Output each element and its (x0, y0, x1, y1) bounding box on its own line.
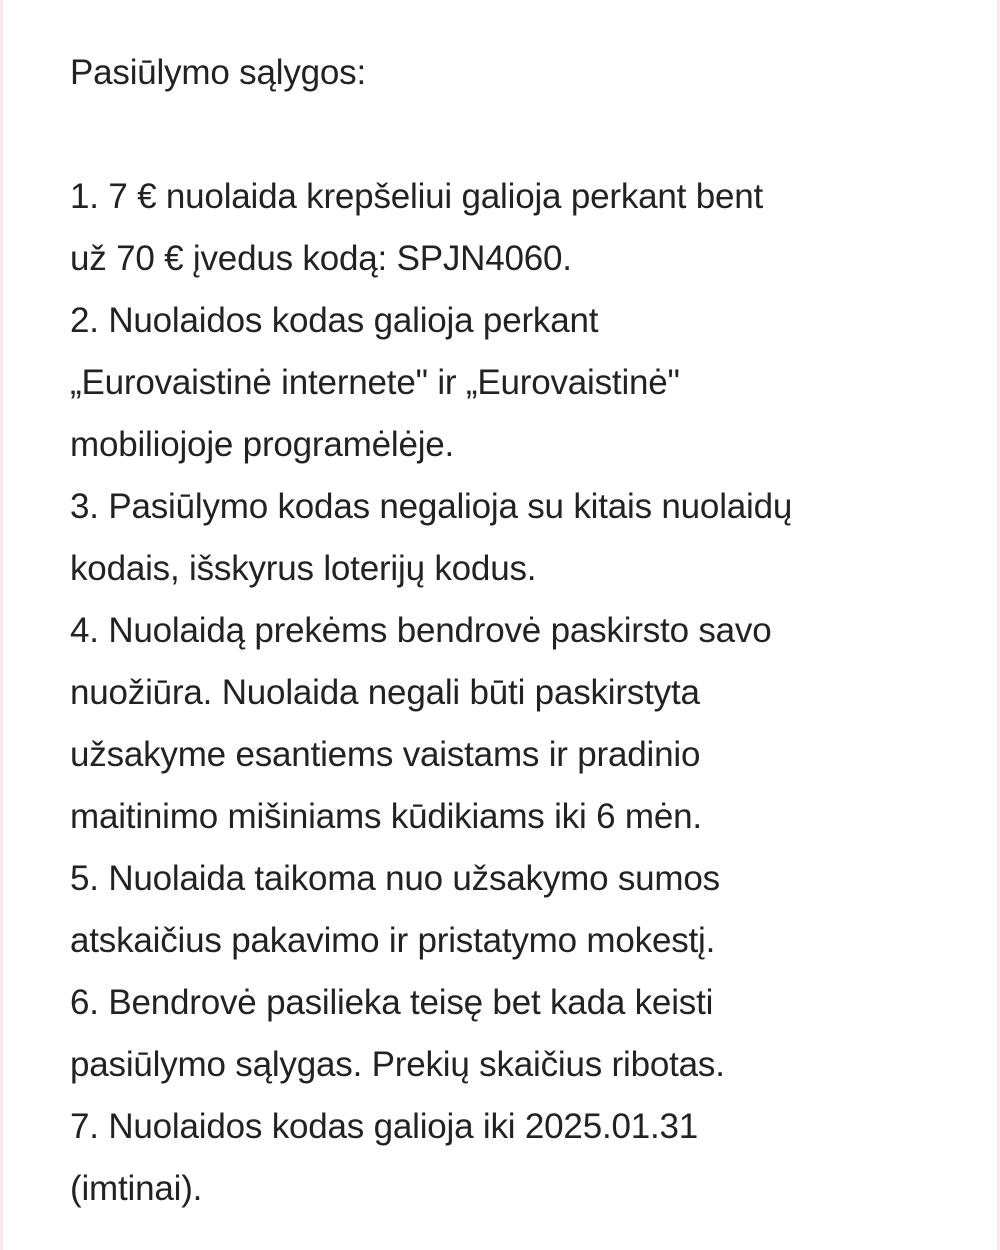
offer-terms-text (70, 42, 970, 1220)
terms-line: „Eurovaistinė internete" ir „Eurovaistinė" (70, 363, 680, 402)
blank-line (70, 104, 970, 166)
terms-line: 3. Pasiūlymo kodas negalioja su kitais nuolaidų (70, 487, 793, 526)
terms-line: maitinimo mišiniams kūdikiams iki 6 mėn. (70, 797, 702, 836)
terms-line: atskaičius pakavimo ir pristatymo mokestį. (70, 921, 716, 960)
terms-line: užsakyme esantiems vaistams ir pradinio (70, 735, 701, 774)
terms-line: pasiūlymo sąlygas. Prekių skaičius ribotas. (70, 1045, 725, 1084)
left-edge-divider (0, 0, 3, 1250)
terms-line: mobiliojoje programėlėje. (70, 425, 455, 464)
terms-line: (imtinai). (70, 1169, 203, 1208)
terms-line: 6. Bendrovė pasilieka teisę bet kada keisti (70, 983, 714, 1022)
terms-line: kodais, išskyrus loterijų kodus. (70, 549, 537, 588)
terms-line: 4. Nuolaidą prekėms bendrovė paskirsto savo (70, 611, 772, 650)
terms-line: 5. Nuolaida taikoma nuo užsakymo sumos (70, 859, 720, 898)
terms-line: nuožiūra. Nuolaida negali būti paskirstyta (70, 673, 700, 712)
terms-line: 2. Nuolaidos kodas galioja perkant (70, 301, 599, 340)
terms-line: 7. Nuolaidos kodas galioja iki 2025.01.31 (70, 1107, 699, 1146)
terms-line: 1. 7 € nuolaida krepšeliui galioja perkant bent (70, 177, 764, 216)
terms-heading: Pasiūlymo sąlygos: (70, 53, 366, 92)
terms-line: už 70 € įvedus kodą: SPJN4060. (70, 239, 572, 278)
